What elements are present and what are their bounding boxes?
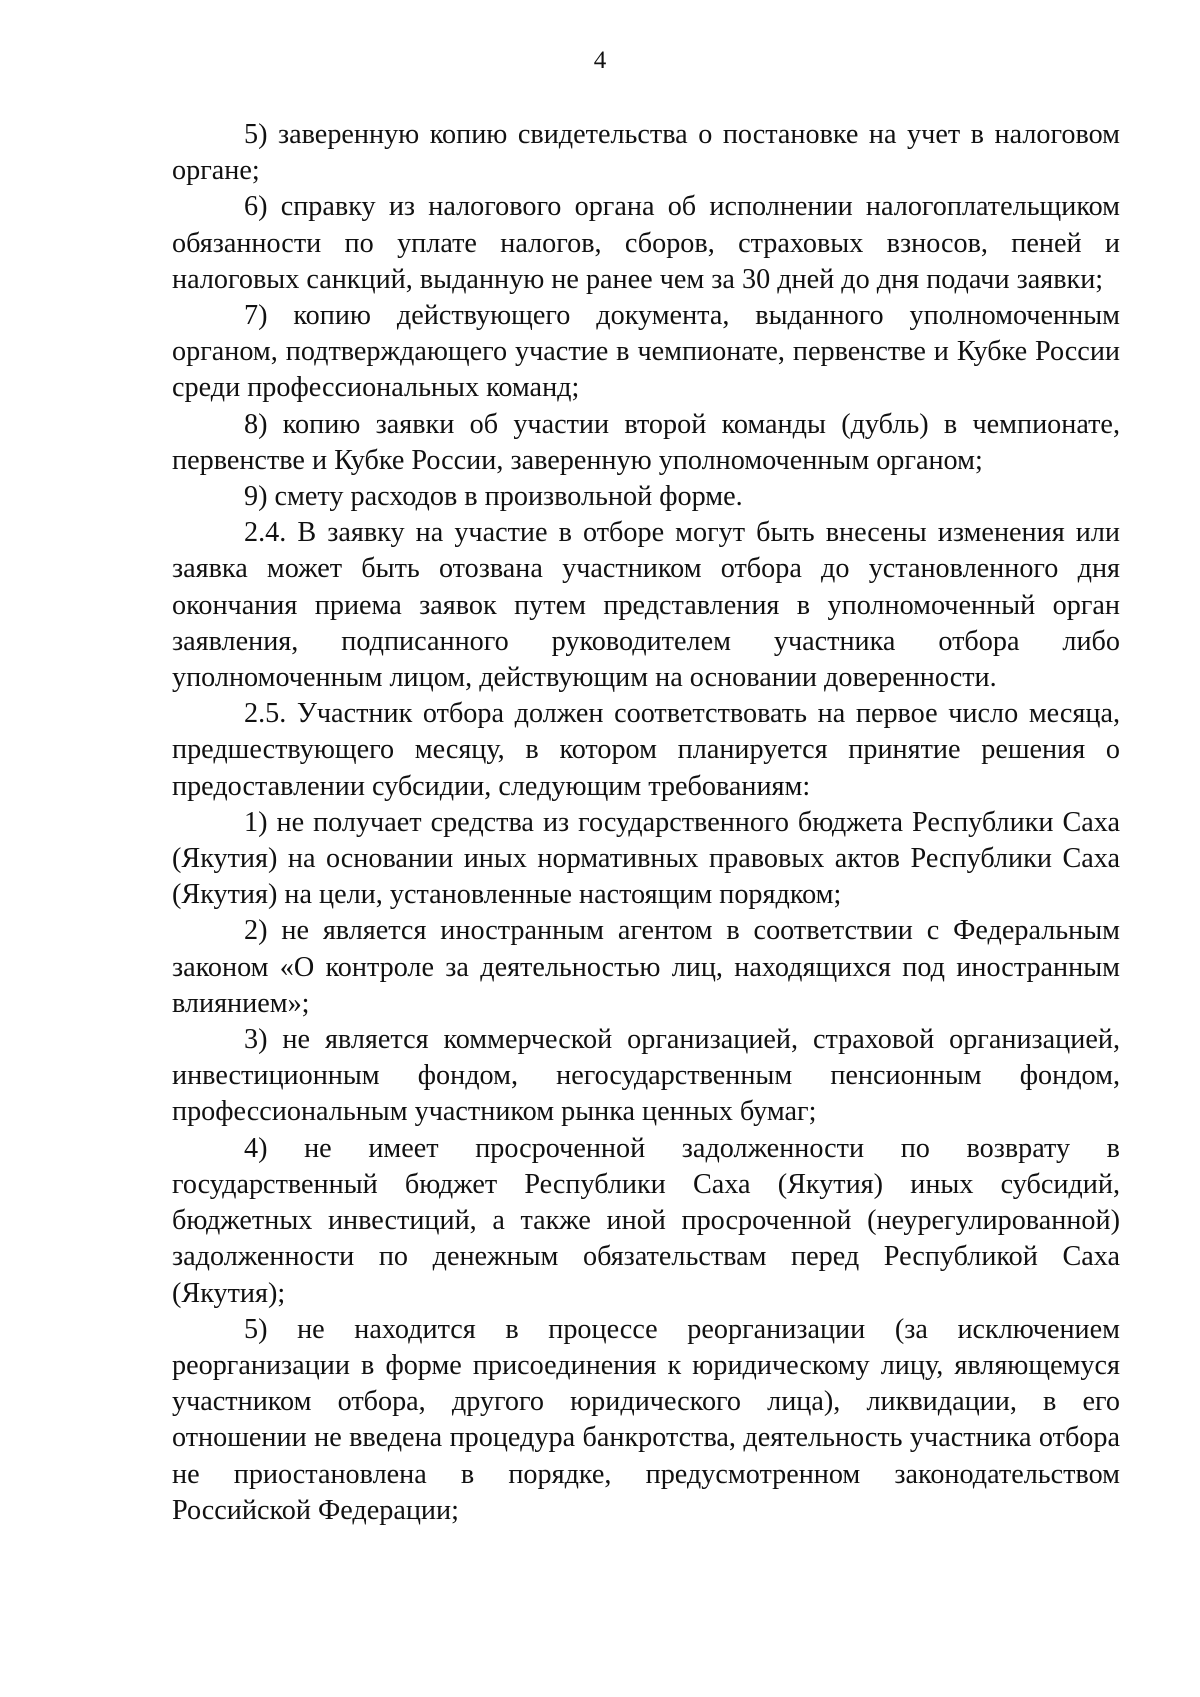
document-body: [172, 117, 1120, 1529]
paragraph-requirement-4: 4) не имеет просроченной задолженности по возврату в государственный бюджет Республики Саха (Якутия) иных субсидий, бюджетных инвестиций, а также иной просроченной (неурегулированной) задолженности по денежным обязательствам перед Республикой Саха (Якутия);: [172, 1132, 1120, 1309]
paragraph-requirement-5: 5) не находится в процессе реорганизации (за исключением реорганизации в форме присоединения к юридическому лицу, являющемуся участником отбора, другого юридического лица), ликвидации, в его отношении не введена процедура банкротства, деятельность участника отбора не приостановлена в порядке, предусмотренном законодательством Российской Федерации;: [172, 1313, 1120, 1526]
paragraph-item-7-participation-document: 7) копию действующего документа, выданного уполномоченным органом, подтверждающего участие в чемпионате, первенстве и Кубке России среди профессиональных команд;: [172, 300, 1120, 404]
paragraph-item-9-expense-estimate: 9) смету расходов в произвольной форме.: [244, 481, 743, 513]
paragraph-section-2-4: 2.4. В заявку на участие в отборе могут быть внесены изменения или заявка может быть отозвана участником отбора до установленного дня окончания приема заявок путем представления в уполномоченный орган заявления, подписанного руководителем участника отбора либо уполномоченным лицом, действующим на основании доверенности.: [172, 517, 1120, 694]
paragraph-requirement-1: 1) не получает средства из государственного бюджета Республики Саха (Якутия) на основании иных нормативных правовых актов Республики Саха (Якутия) на цели, установленные настоящим порядком;: [172, 806, 1120, 911]
paragraph-requirement-2: 2) не является иностранным агентом в соответствии с Федеральным законом «О контроле за деятельностью лиц, находящихся под иностранным влиянием»;: [172, 915, 1120, 1019]
paragraph-item-8-second-team-application: 8) копию заявки об участии второй команды (дубль) в чемпионате, первенстве и Кубке России, заверенную уполномоченным органом;: [172, 408, 1120, 476]
paragraph-section-2-5: 2.5. Участник отбора должен соответствовать на первое число месяца, предшествующего месяцу, в котором планируется принятие решения о предоставлении субсидии, следующим требованиям:: [172, 698, 1120, 802]
paragraph-item-6-tax-certificate: 6) справку из налогового органа об исполнении налогоплательщиком обязанности по уплате налогов, сборов, страховых взносов, пеней и налоговых санкций, выданную не ранее чем за 30 дней до дня подачи заявки;: [172, 191, 1120, 295]
paragraph-item-5-certificate-copy: 5) заверенную копию свидетельства о постановке на учет в налоговом органе;: [172, 119, 1120, 187]
paragraph-requirement-3: 3) не является коммерческой организацией, страховой организацией, инвестиционным фондом, негосударственным пенсионным фондом, профессиональным участником рынка ценных бумаг;: [172, 1024, 1120, 1128]
page-number: 4: [593, 47, 607, 74]
